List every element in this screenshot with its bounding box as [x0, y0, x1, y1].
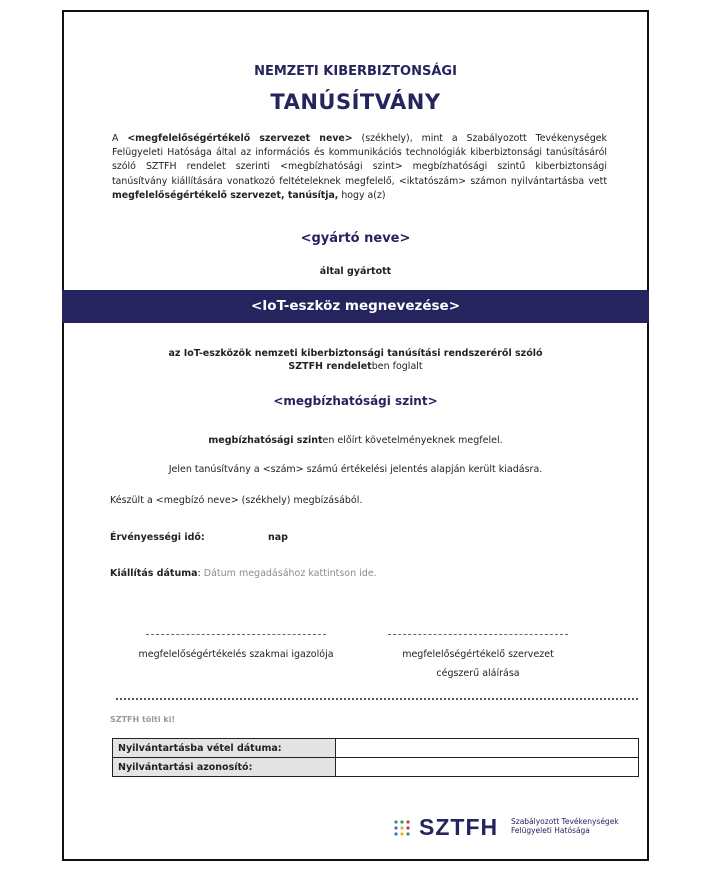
logo-subtitle: Szabályozott Tevékenységek Felügyeleti Hatósága [511, 817, 619, 835]
validity-label: Érvényességi idő: [110, 532, 205, 543]
registry-id-label: Nyilvántartási azonosító: [113, 758, 336, 777]
issue-date-picker[interactable]: Dátum megadásához kattintson ide. [203, 568, 377, 579]
sztfh-dots-icon [393, 819, 411, 837]
right-signature-label: megfelelőségértékelő szervezet cégszerű aláírása [402, 649, 554, 679]
made-on-behalf-text: Készült a <megbízó neve> (székhely) megbízásából. [110, 495, 363, 506]
table-row [113, 758, 639, 777]
issue-date-row: Kiállítás dátuma: Dátum megadásához kattintson ide. [110, 568, 377, 579]
registry-table [112, 738, 639, 777]
registry-id-input[interactable] [336, 758, 639, 777]
certificate-subtitle: NEMZETI KIBERBIZTONSÁGI [254, 64, 457, 79]
separator-line [116, 698, 638, 700]
right-signature-line [388, 634, 568, 635]
certificate-title: TANÚSÍTVÁNY [270, 90, 441, 114]
left-signature-line [146, 634, 326, 635]
table-row [113, 739, 639, 758]
requirements-text: megbízhatósági szinten előírt követelményeknek megfelel. [208, 435, 503, 446]
office-use-note: SZTFH tölti ki! [110, 715, 176, 724]
trust-level-field: <megbízhatósági szint> [273, 394, 438, 408]
device-name-band: <IoT-eszköz megnevezése> [62, 290, 649, 323]
issued-text: Jelen tanúsítvány a <szám> számú értékelési jelentés alapján került kiadásra. [168, 464, 543, 475]
left-signature-label: megfelelőségértékelés szakmai igazolója [138, 649, 334, 660]
assessor-name-field: <megfelelőségértékelő szervezet neve> [127, 133, 353, 144]
made-by-label: által gyártott [319, 266, 392, 277]
registry-date-input[interactable] [336, 739, 639, 758]
registry-date-label: Nyilvántartásba vétel dátuma: [113, 739, 336, 758]
manufacturer-field: <gyártó neve> [300, 231, 411, 246]
certificate-page [62, 10, 649, 861]
validity-value: nap [268, 532, 288, 543]
decree-text: az IoT-eszközök nemzeti kiberbiztonsági tanúsítási rendszeréről szóló SZTFH rendeletben foglalt [168, 348, 543, 372]
sztfh-logo [393, 813, 643, 841]
intro-paragraph: A <megfelelőségértékelő szervezet neve> (székhely), mint a Szabályozott Tevékenységek Felügyeleti Hatósága által az információs és kommunikációs technológiák kiberbiztonsági tanúsításáról szóló SZTFH rendelet szerinti <megbízhatósági szint> megbízhatósági szintű kiberbiztonsági tanúsítvány kiállítására vonatkozó feltételeknek megfelelő, <iktatószám> számon nyilvántartásba vett megfelelőségértékelő szervezet, tanúsítja, hogy a(z) [112, 133, 607, 201]
logo-wordmark: SZTFH [419, 814, 499, 840]
